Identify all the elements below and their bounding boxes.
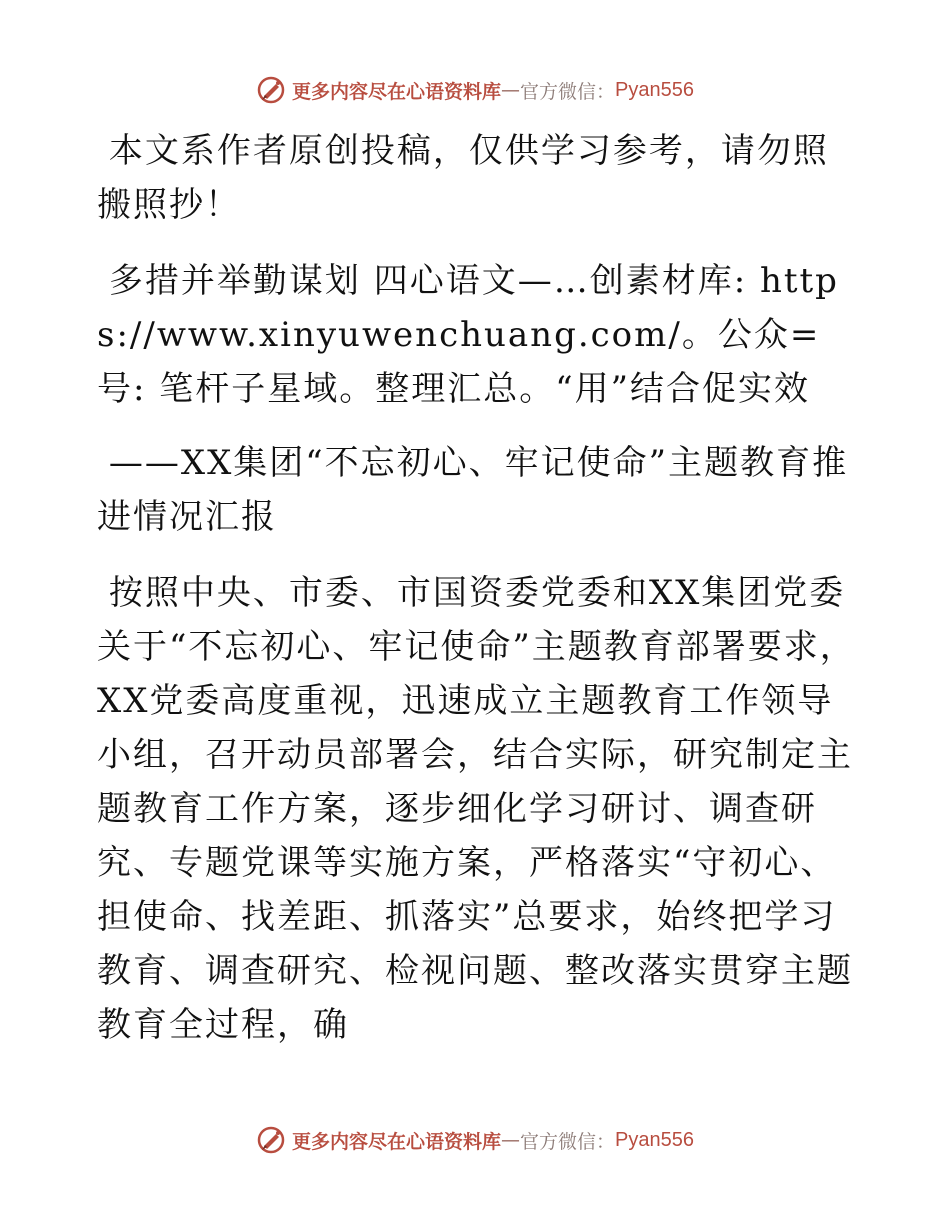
footer-brand: 更多内容尽在心语资料库 — [292, 1130, 502, 1153]
footer-watermark — [0, 1120, 950, 1160]
footer-dash: — — [501, 1129, 521, 1151]
pen-logo-icon — [256, 75, 286, 105]
disclaimer-paragraph: 本文系作者原创投稿，仅供学习参考，请勿照搬照抄！ — [97, 131, 829, 225]
header-dash: — — [501, 79, 521, 101]
footer-wechat-id: Pyan556 — [615, 1128, 694, 1151]
pen-logo-icon — [256, 1125, 286, 1155]
subtitle-paragraph: ——XX集团“不忘初心、牢记使命”主题教育推进情况汇报 — [97, 443, 849, 537]
header-wechat-label: 官方微信： — [520, 80, 616, 103]
footer-wechat-label: 官方微信： — [520, 1130, 616, 1153]
header-wechat-id: Pyan556 — [615, 78, 694, 101]
body-paragraph: 按照中央、市委、市国资委党委和XX集团党委关于“不忘初心、牢记使命”主题教育部署要求，XX党委高度重视，迅速成立主题教育工作领导小组，召开动员部署会，结合实际，研究制定主题教育工作方案，逐步细化学习研讨、调查研究、专题党课等实施方案，严格落实“守初心、担使命、找差距、抓落实”总要求，始终把学习教育、调查研究、检视问题、整改落实贯穿主题教育全过程，确 — [97, 573, 856, 1045]
document-body — [97, 120, 857, 1052]
header-watermark — [0, 70, 950, 110]
header-brand: 更多内容尽在心语资料库 — [292, 80, 502, 103]
title-paragraph: 多措并举勤谋划 四心语文—…创素材库: https://www.xinyuwenchuang.com/。公众=号: 笔杆子星域。整理汇总。“用”结合促实效 — [97, 261, 839, 409]
